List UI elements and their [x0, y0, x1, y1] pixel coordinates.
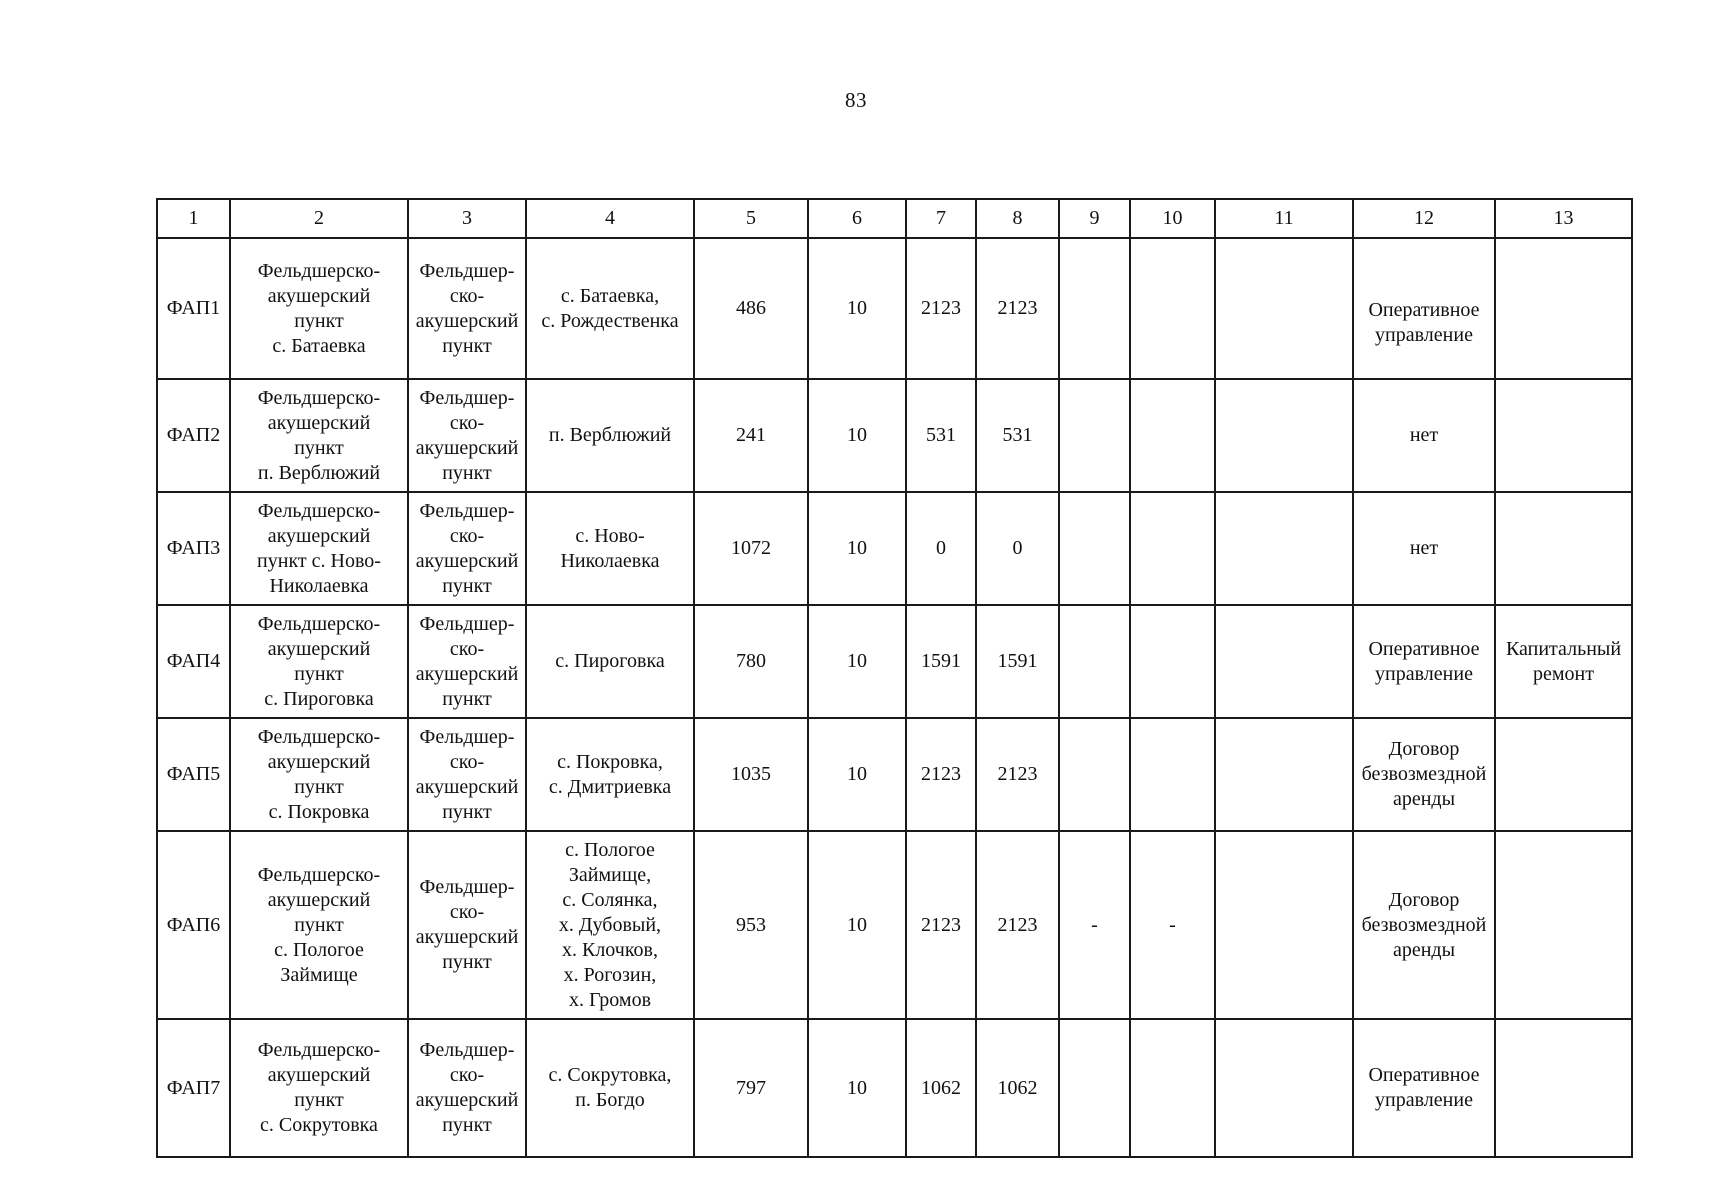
col6-cell: 10 [808, 831, 906, 1019]
tenure-cell: Договор безвозмездной аренды [1353, 831, 1495, 1019]
col7-cell: 2123 [906, 831, 976, 1019]
col7-cell: 0 [906, 492, 976, 605]
col5-cell: 1035 [694, 718, 808, 831]
col13-cell [1495, 718, 1632, 831]
column-header-4: 4 [526, 199, 694, 238]
facility-name-cell: Фельдшерско- акушерский пункт п. Верблюжий [230, 379, 408, 492]
col8-cell: 531 [976, 379, 1059, 492]
facility-type-cell: Фельдшер- ско- акушерский пункт [408, 379, 526, 492]
col7-cell: 2123 [906, 718, 976, 831]
facility-type-cell: Фельдшер- ско- акушерский пункт [408, 718, 526, 831]
col8-cell: 2123 [976, 718, 1059, 831]
column-header-8: 8 [976, 199, 1059, 238]
col9-cell [1059, 238, 1130, 379]
col5-cell: 241 [694, 379, 808, 492]
facility-type-cell: Фельдшер- ско- акушерский пункт [408, 1019, 526, 1157]
column-header-13: 13 [1495, 199, 1632, 238]
facility-type-cell: Фельдшер- ско- акушерский пункт [408, 238, 526, 379]
table-row [157, 1019, 1632, 1157]
col13-cell [1495, 1019, 1632, 1157]
served-locations-cell: с. Пироговка [526, 605, 694, 718]
column-header-10: 10 [1130, 199, 1215, 238]
table-row [157, 605, 1632, 718]
col9-cell: - [1059, 831, 1130, 1019]
facility-type-cell: Фельдшер- ско- акушерский пункт [408, 831, 526, 1019]
col11-cell [1215, 605, 1353, 718]
facility-name-cell: Фельдшерско- акушерский пункт с. Сокрутовка [230, 1019, 408, 1157]
facility-code-cell: ФАП4 [157, 605, 230, 718]
served-locations-cell: с. Ново- Николаевка [526, 492, 694, 605]
table-row [157, 718, 1632, 831]
col11-cell [1215, 238, 1353, 379]
facility-name-cell: Фельдшерско- акушерский пункт с. Батаевка [230, 238, 408, 379]
col5-cell: 780 [694, 605, 808, 718]
col9-cell [1059, 492, 1130, 605]
col10-cell: - [1130, 831, 1215, 1019]
tenure-cell: Оперативное управление [1353, 238, 1495, 379]
col10-cell [1130, 605, 1215, 718]
col8-cell: 2123 [976, 238, 1059, 379]
column-header-12: 12 [1353, 199, 1495, 238]
column-header-3: 3 [408, 199, 526, 238]
header-row [157, 199, 1632, 238]
served-locations-cell: с. Покровка, с. Дмитриевка [526, 718, 694, 831]
served-locations-cell: с. Батаевка, с. Рождественка [526, 238, 694, 379]
tenure-cell: нет [1353, 492, 1495, 605]
col9-cell [1059, 718, 1130, 831]
col8-cell: 1062 [976, 1019, 1059, 1157]
facility-code-cell: ФАП3 [157, 492, 230, 605]
col11-cell [1215, 831, 1353, 1019]
col13-cell [1495, 831, 1632, 1019]
col11-cell [1215, 379, 1353, 492]
col6-cell: 10 [808, 492, 906, 605]
served-locations-cell: с. Сокрутовка, п. Богдо [526, 1019, 694, 1157]
facility-name-cell: Фельдшерско- акушерский пункт с. Покровка [230, 718, 408, 831]
page-number: 83 [845, 88, 867, 112]
facility-code-cell: ФАП2 [157, 379, 230, 492]
col9-cell [1059, 605, 1130, 718]
col6-cell: 10 [808, 718, 906, 831]
table-row [157, 238, 1632, 379]
col10-cell [1130, 1019, 1215, 1157]
col9-cell [1059, 1019, 1130, 1157]
column-header-1: 1 [157, 199, 230, 238]
col13-cell: Капитальный ремонт [1495, 605, 1632, 718]
col10-cell [1130, 379, 1215, 492]
col6-cell: 10 [808, 1019, 906, 1157]
col7-cell: 2123 [906, 238, 976, 379]
col5-cell: 953 [694, 831, 808, 1019]
column-header-2: 2 [230, 199, 408, 238]
facility-name-cell: Фельдшерско- акушерский пункт с. Пологое Займище [230, 831, 408, 1019]
table-row [157, 379, 1632, 492]
col10-cell [1130, 718, 1215, 831]
tenure-cell: Оперативное управление [1353, 1019, 1495, 1157]
col13-cell [1495, 379, 1632, 492]
tenure-cell: Оперативное управление [1353, 605, 1495, 718]
column-header-5: 5 [694, 199, 808, 238]
facility-code-cell: ФАП6 [157, 831, 230, 1019]
facility-code-cell: ФАП7 [157, 1019, 230, 1157]
column-header-7: 7 [906, 199, 976, 238]
col8-cell: 1591 [976, 605, 1059, 718]
col11-cell [1215, 1019, 1353, 1157]
col6-cell: 10 [808, 238, 906, 379]
col13-cell [1495, 238, 1632, 379]
facility-code-cell: ФАП1 [157, 238, 230, 379]
col7-cell: 1591 [906, 605, 976, 718]
facility-name-cell: Фельдшерско- акушерский пункт с. Пироговка [230, 605, 408, 718]
table-row [157, 492, 1632, 605]
col11-cell [1215, 718, 1353, 831]
col7-cell: 531 [906, 379, 976, 492]
col13-cell [1495, 492, 1632, 605]
served-locations-cell: с. Пологое Займище, с. Солянка, х. Дубовый, х. Клочков, х. Рогозин, х. Громов [526, 831, 694, 1019]
col9-cell [1059, 379, 1130, 492]
column-header-11: 11 [1215, 199, 1353, 238]
col6-cell: 10 [808, 605, 906, 718]
table-row [157, 831, 1632, 1019]
facility-type-cell: Фельдшер- ско- акушерский пункт [408, 492, 526, 605]
col6-cell: 10 [808, 379, 906, 492]
col8-cell: 0 [976, 492, 1059, 605]
col11-cell [1215, 492, 1353, 605]
col10-cell [1130, 492, 1215, 605]
facility-type-cell: Фельдшер- ско- акушерский пункт [408, 605, 526, 718]
col5-cell: 486 [694, 238, 808, 379]
facility-name-cell: Фельдшерско- акушерский пункт с. Ново- Николаевка [230, 492, 408, 605]
col10-cell [1130, 238, 1215, 379]
column-header-9: 9 [1059, 199, 1130, 238]
column-header-6: 6 [808, 199, 906, 238]
col8-cell: 2123 [976, 831, 1059, 1019]
served-locations-cell: п. Верблюжий [526, 379, 694, 492]
registry-table [156, 198, 1633, 1158]
facility-code-cell: ФАП5 [157, 718, 230, 831]
col5-cell: 1072 [694, 492, 808, 605]
col7-cell: 1062 [906, 1019, 976, 1157]
tenure-cell: Договор безвозмездной аренды [1353, 718, 1495, 831]
tenure-cell: нет [1353, 379, 1495, 492]
col5-cell: 797 [694, 1019, 808, 1157]
